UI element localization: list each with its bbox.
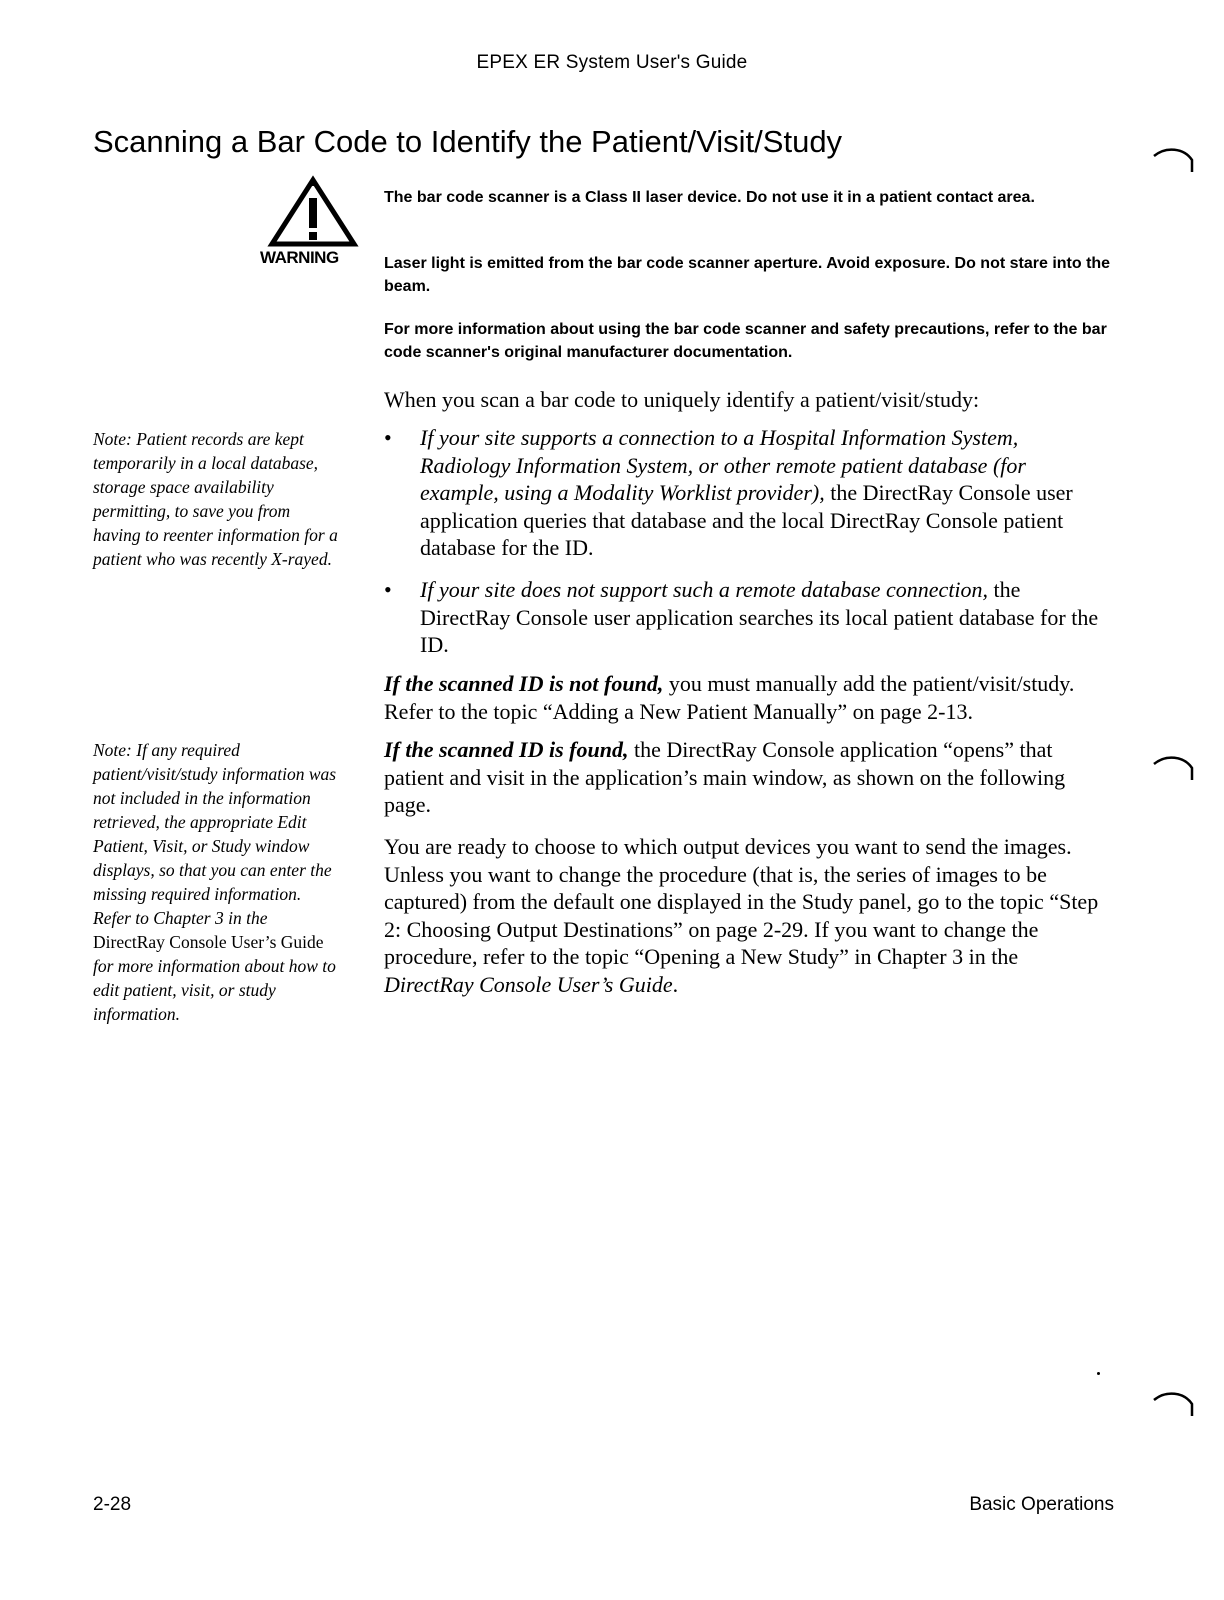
ready-end: . (672, 971, 679, 997)
page-curl-mark (1150, 754, 1196, 784)
found-paragraph (384, 736, 1104, 819)
ready-text: You are ready to choose to which output devices you want to send the images. Unless you want to change the procedure (that is, the series of images to be captured) from the default one displayed in the Study panel, go to the topic “Step 2: Choosing Output Destinations” on page 2-29. If you want to change the procedure, refer to the topic “Opening a New Study” in Chapter 3 in the (384, 834, 1099, 969)
warning-text-1: The bar code scanner is a Class II laser device. Do not use it in a patient contact area. (384, 189, 1035, 206)
page-number: 2-28 (93, 1494, 132, 1515)
list-item-rest: the DirectRay Console user application searches its local patient database for the ID. (420, 577, 1099, 657)
warning-text-2: Laser light is emitted from the bar code scanner aperture. Avoid exposure. Do not stare into the beam. (384, 255, 1111, 295)
running-header: EPEX ER System User's Guide (476, 52, 748, 73)
page-title: Scanning a Bar Code to Identify the Patient/Visit/Study (93, 124, 843, 159)
bullet-marker: • (384, 425, 392, 450)
list-item (384, 576, 1104, 659)
list-item-rest: the DirectRay Console user application queries that database and the local DirectRay Console patient database for the ID. (420, 480, 1073, 560)
found-lead: If the scanned ID is found, (384, 737, 629, 762)
list-item-lead: If your site supports a connection to a Hospital Information System, Radiology Information System, or other remote patient database (for example, using a Modality Worklist provider), (420, 425, 1026, 505)
ready-paragraph (384, 833, 1104, 998)
section-name: Basic Operations (969, 1494, 1114, 1515)
page-curl-mark (1150, 1390, 1196, 1420)
intro-paragraph: When you scan a bar code to uniquely identify a patient/visit/study: (384, 387, 980, 412)
list-item-text (420, 576, 1104, 659)
page-curl-mark (1150, 146, 1196, 176)
bullet-marker: • (384, 577, 392, 602)
list-item-text (420, 424, 1104, 562)
margin-note-1: Note: Patient records are kept temporarily in a local database, storage space availability permitting, to save you from having to reenter information for a patient who was recently X-rayed. (93, 429, 338, 569)
warning-text-3: For more information about using the bar code scanner and safety precautions, refer to the bar code scanner's original manufacturer documentation. (384, 321, 1107, 361)
not-found-paragraph (384, 670, 1104, 725)
margin-note-2-book: DirectRay Console User’s Guide (93, 932, 324, 952)
margin-note-2-rest: for more information about how to edit patient, visit, or study information. (93, 956, 336, 1024)
not-found-rest: you must manually add the patient/visit/study. Refer to the topic “Adding a New Patient Manually” on page 2-13. (384, 671, 1075, 724)
ready-book-title: DirectRay Console User’s Guide (384, 971, 673, 997)
list-item (384, 424, 1104, 562)
margin-note-2-text: Note: If any required patient/visit/study information was not included in the information retrieved, the appropriate Edit Patient, Visit, or Study window displays, so that you can enter the missing required information. Refer to Chapter 3 in the (93, 740, 337, 928)
stray-dot (1097, 1372, 1100, 1375)
not-found-lead: If the scanned ID is not found, (384, 671, 664, 696)
margin-note-2 (93, 738, 338, 1026)
list-item-lead: If your site does not support such a remote database connection, (420, 577, 989, 602)
warning-label: WARNING (260, 248, 339, 267)
found-rest: the DirectRay Console application “opens” that patient and visit in the application’s main window, as shown on the following page. (384, 737, 1066, 817)
